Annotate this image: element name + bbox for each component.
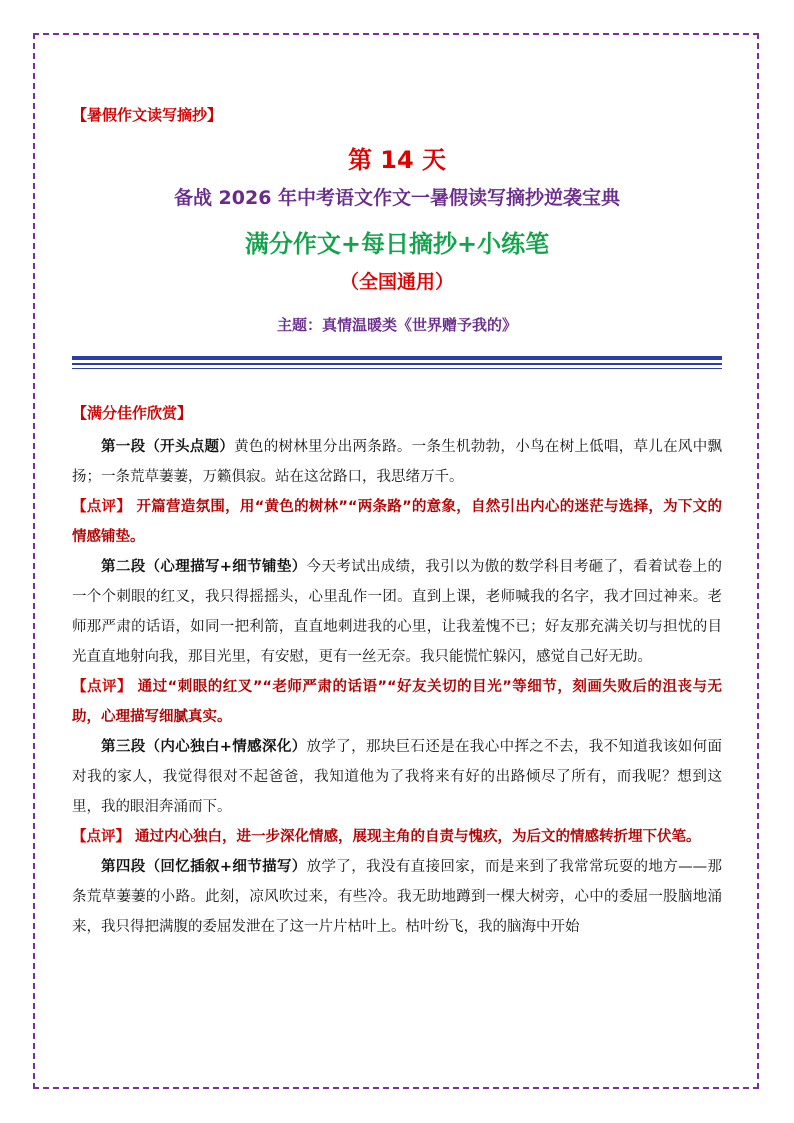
paragraph-lead: 第四段（回忆插叙+细节描写）	[101, 859, 307, 875]
theme-line: 主题：真情温暖类《世界赠予我的》	[276, 316, 517, 334]
paragraph-text: 放学了，我没有直接回家，而是来到了我常常玩耍的地方——那条荒草萋萋的小路。此刻，凉风吹过来，有些冷。我无助地蹲到一棵大树旁，心中的委屈一股脑地涌来，我只得把满腹的委屈发泄在了这一片片枯叶上。枯叶纷飞，我的脑海中开始	[72, 859, 722, 935]
comment-text: 通过内心独白，进一步深化情感，展现主角的自责与愧疚，为后文的情感转折埋下伏笔。	[130, 829, 701, 845]
paragraph-2	[72, 552, 722, 672]
paragraph-lead: 第三段（内心独白+情感深化）	[101, 739, 307, 755]
doc-subtitle: 满分作文+每日摘抄+小练笔	[244, 230, 550, 258]
paragraph-lead: 第二段（心理描写+细节铺垫）	[101, 559, 307, 575]
comment-tag: 【点评】	[72, 829, 130, 845]
paragraph-lead: 第一段（开头点题）	[101, 439, 235, 455]
divider-thin	[72, 368, 722, 369]
paragraph-4	[72, 852, 722, 942]
divider-medium	[72, 363, 722, 365]
day-number: 第 14 天	[347, 146, 447, 174]
comment-tag: 【点评】	[72, 499, 132, 515]
comment-text: 通过“刺眼的红叉”“老师严肃的话语”“好友关切的目光”等细节，刻画失败后的沮丧与无助，心理描写细腻真实。	[72, 679, 722, 725]
comment-2	[72, 672, 722, 732]
doc-scope: （全国通用）	[339, 271, 454, 293]
comment-text: 开篇营造氛围，用“黄色的树林”“两条路”的意象，自然引出内心的迷茫与选择，为下文的情感铺垫。	[72, 499, 722, 545]
paragraph-3	[72, 732, 722, 822]
comment-1	[72, 492, 722, 552]
series-tag: 【暑假作文读写摘抄】	[72, 106, 223, 124]
comment-3	[72, 822, 722, 852]
section-title: 【满分佳作欣赏】	[72, 404, 193, 422]
paragraph-text: 今天考试出成绩，我引以为傲的数学科目考砸了，看着试卷上的一个个刺眼的红叉，我只得摇摇头，心里乱作一团。直到上课，老师喊我的名字，我才回过神来。老师那严肃的话语，如同一把利箭，直直地刺进我的心里，让我羞愧不已；好友那充满关切与担忧的目光直直地射向我，那目光里，有安慰，更有一丝无奈。我只能慌忙躲闪，感觉自己好无助。	[72, 559, 722, 665]
paragraph-text: 放学了，那块巨石还是在我心中挥之不去，我不知道我该如何面对我的家人，我觉得很对不起爸爸，我知道他为了我将来有好的出路倾尽了所有，而我呢？想到这里，我的眼泪奔涌而下。	[72, 739, 722, 815]
paragraph-text: 黄色的树林里分出两条路。一条生机勃勃，小鸟在树上低唱，草儿在风中飘扬；一条荒草萋萋，万籁俱寂。站在这岔路口，我思绪万千。	[72, 439, 723, 485]
comment-tag: 【点评】	[72, 679, 133, 695]
paragraph-1	[72, 432, 722, 492]
essay-body	[72, 432, 722, 942]
doc-title: 备战 2026 年中考语文作文一暑假读写摘抄逆袭宝典	[173, 187, 621, 209]
divider-thick	[72, 356, 722, 360]
